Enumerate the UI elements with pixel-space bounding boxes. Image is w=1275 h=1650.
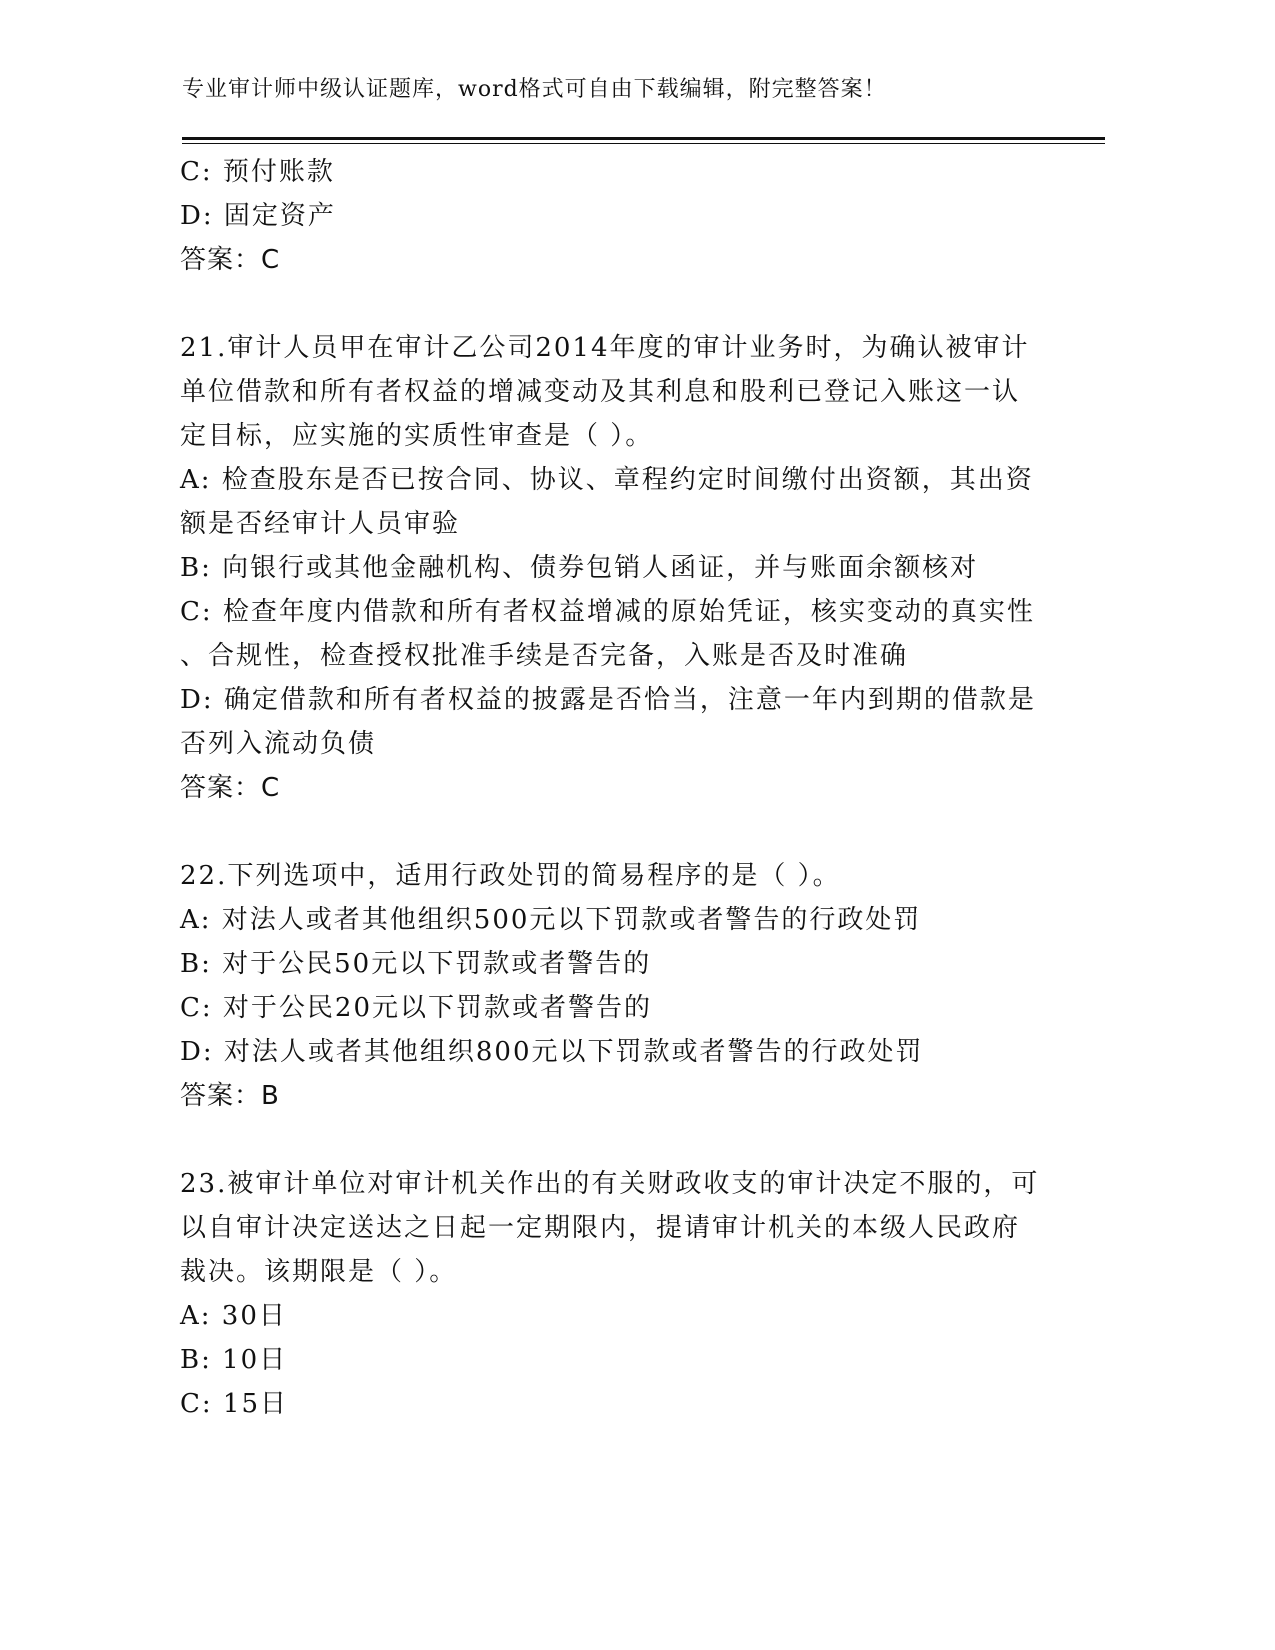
option-c: C: 预付账款 bbox=[180, 157, 335, 187]
spacer bbox=[180, 1118, 1040, 1162]
question-23 bbox=[180, 1162, 1040, 1426]
page-header: 专业审计师中级认证题库，word格式可自由下载编辑，附完整答案！ bbox=[182, 77, 887, 102]
option-c: C: 对于公民20元以下罚款或者警告的 bbox=[180, 993, 653, 1023]
question-22 bbox=[180, 854, 1040, 1118]
option-b: B: 向银行或其他金融机构、债券包销人函证，并与账面余额核对 bbox=[180, 553, 979, 583]
question-text-line: 22.下列选项中，适用行政处罚的简易程序的是（ ）。 bbox=[180, 861, 841, 891]
question-text-line: 23.被审计单位对审计机关作出的有关财政收支的审计决定不服的，可 bbox=[180, 1169, 1040, 1199]
answer-line: 答案：C bbox=[180, 245, 281, 275]
option-a: A: 30日 bbox=[180, 1301, 287, 1331]
question-text-line: 裁决。该期限是（ ）。 bbox=[180, 1257, 458, 1287]
question-text-line: 定目标，应实施的实质性审查是（ ）。 bbox=[180, 421, 654, 451]
option-a: A: 检查股东是否已按合同、协议、章程约定时间缴付出资额，其出资 bbox=[180, 465, 1034, 495]
option-c: C: 检查年度内借款和所有者权益增减的原始凭证，核实变动的真实性 bbox=[180, 597, 1035, 627]
question-text-line: 21.审计人员甲在审计乙公司2014年度的审计业务时，为确认被审计 bbox=[180, 333, 1030, 363]
header-rule-thick bbox=[182, 137, 1105, 140]
option-a-continued: 额是否经审计人员审验 bbox=[180, 509, 461, 539]
option-c-continued: 、合规性，检查授权批准手续是否完备，入账是否及时准确 bbox=[180, 641, 909, 671]
document-body bbox=[180, 150, 1040, 1426]
option-d: D: 确定借款和所有者权益的披露是否恰当，注意一年内到期的借款是 bbox=[180, 685, 1036, 715]
option-d: D: 对法人或者其他组织800元以下罚款或者警告的行政处罚 bbox=[180, 1037, 924, 1067]
question-text-line: 单位借款和所有者权益的增减变动及其利息和股利已登记入账这一认 bbox=[180, 377, 1021, 407]
option-d-continued: 否列入流动负债 bbox=[180, 729, 377, 759]
question-20 bbox=[180, 150, 1040, 282]
question-21 bbox=[180, 326, 1040, 810]
option-b: B: 10日 bbox=[180, 1345, 288, 1375]
header-rule-thin bbox=[182, 143, 1105, 144]
answer-line: 答案：B bbox=[180, 1081, 280, 1111]
option-b: B: 对于公民50元以下罚款或者警告的 bbox=[180, 949, 652, 979]
spacer bbox=[180, 810, 1040, 854]
option-d: D: 固定资产 bbox=[180, 201, 336, 231]
answer-line: 答案：C bbox=[180, 773, 281, 803]
question-text-line: 以自审计决定送达之日起一定期限内，提请审计机关的本级人民政府 bbox=[180, 1213, 1021, 1243]
option-c: C: 15日 bbox=[180, 1389, 289, 1419]
spacer bbox=[180, 282, 1040, 326]
option-a: A: 对法人或者其他组织500元以下罚款或者警告的行政处罚 bbox=[180, 905, 922, 935]
